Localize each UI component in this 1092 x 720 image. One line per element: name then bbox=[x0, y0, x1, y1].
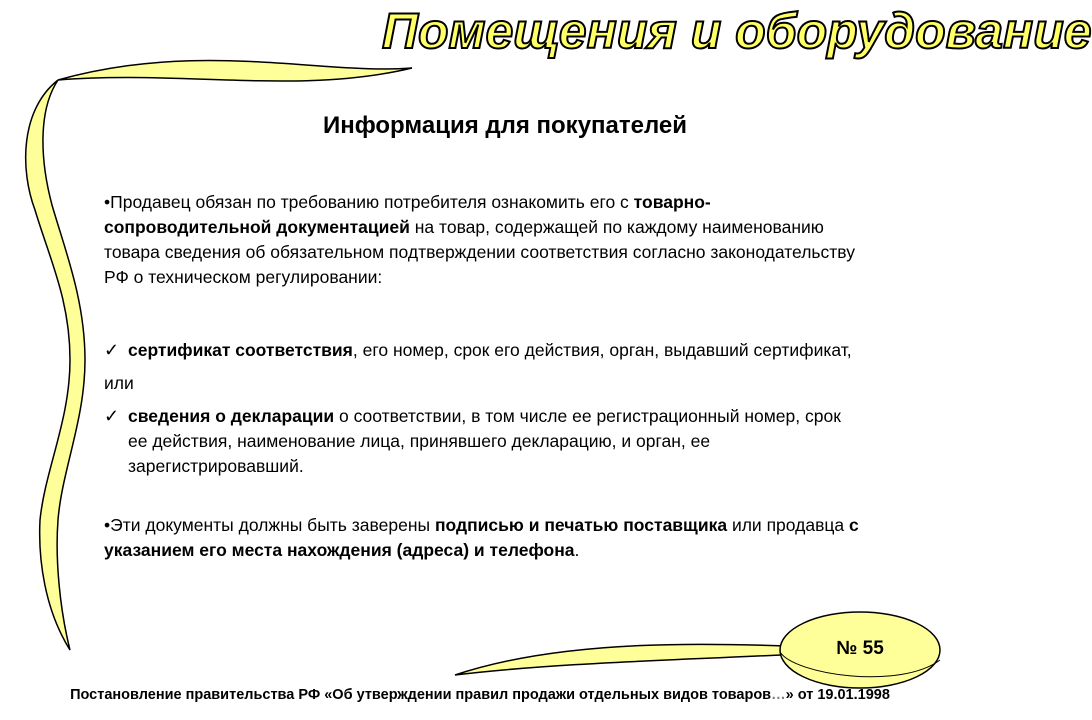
checkmark-icon: ✓ bbox=[104, 406, 120, 426]
footer-reference: Постановление правительства РФ «Об утверждении правил продажи отдельных видов товаров…» от 19.01.1998 bbox=[70, 687, 890, 703]
slide-number-badge: № 55 bbox=[836, 638, 884, 659]
checkmark-icon: ✓ bbox=[104, 340, 120, 360]
top-ribbon bbox=[58, 60, 412, 81]
content-body bbox=[104, 190, 864, 563]
list-item-declaration: ✓ сведения о декларации о соответствии, в том числе ее регистрационный номер, срок ее действия, наименование лица, принявшего декларацию, и орган, ее зарегистрировавший. bbox=[104, 406, 841, 476]
slide-subtitle: Информация для покупателей bbox=[322, 112, 688, 139]
left-ribbon bbox=[26, 80, 85, 650]
paragraph-documents-certified: •Эти документы должны быть заверены подписью и печатью поставщика или продавца с указанием его места нахождения (адреса) и телефона. bbox=[104, 515, 859, 560]
slide-title: Помещения и оборудование bbox=[382, 3, 1092, 59]
paragraph-seller-obligation: •Продавец обязан по требованию потребителя ознакомить его с товарно-сопроводительной документацией на товар, содержащей по каждому наименованию товара сведения об обязательном подтверждении соответствия согласно законодательству РФ о техническом регулировании: bbox=[104, 192, 855, 287]
or-text: или bbox=[104, 373, 134, 393]
list-item-certificate: ✓ сертификат соответствия, его номер, срок его действия, орган, выдавший сертификат, bbox=[104, 338, 864, 363]
